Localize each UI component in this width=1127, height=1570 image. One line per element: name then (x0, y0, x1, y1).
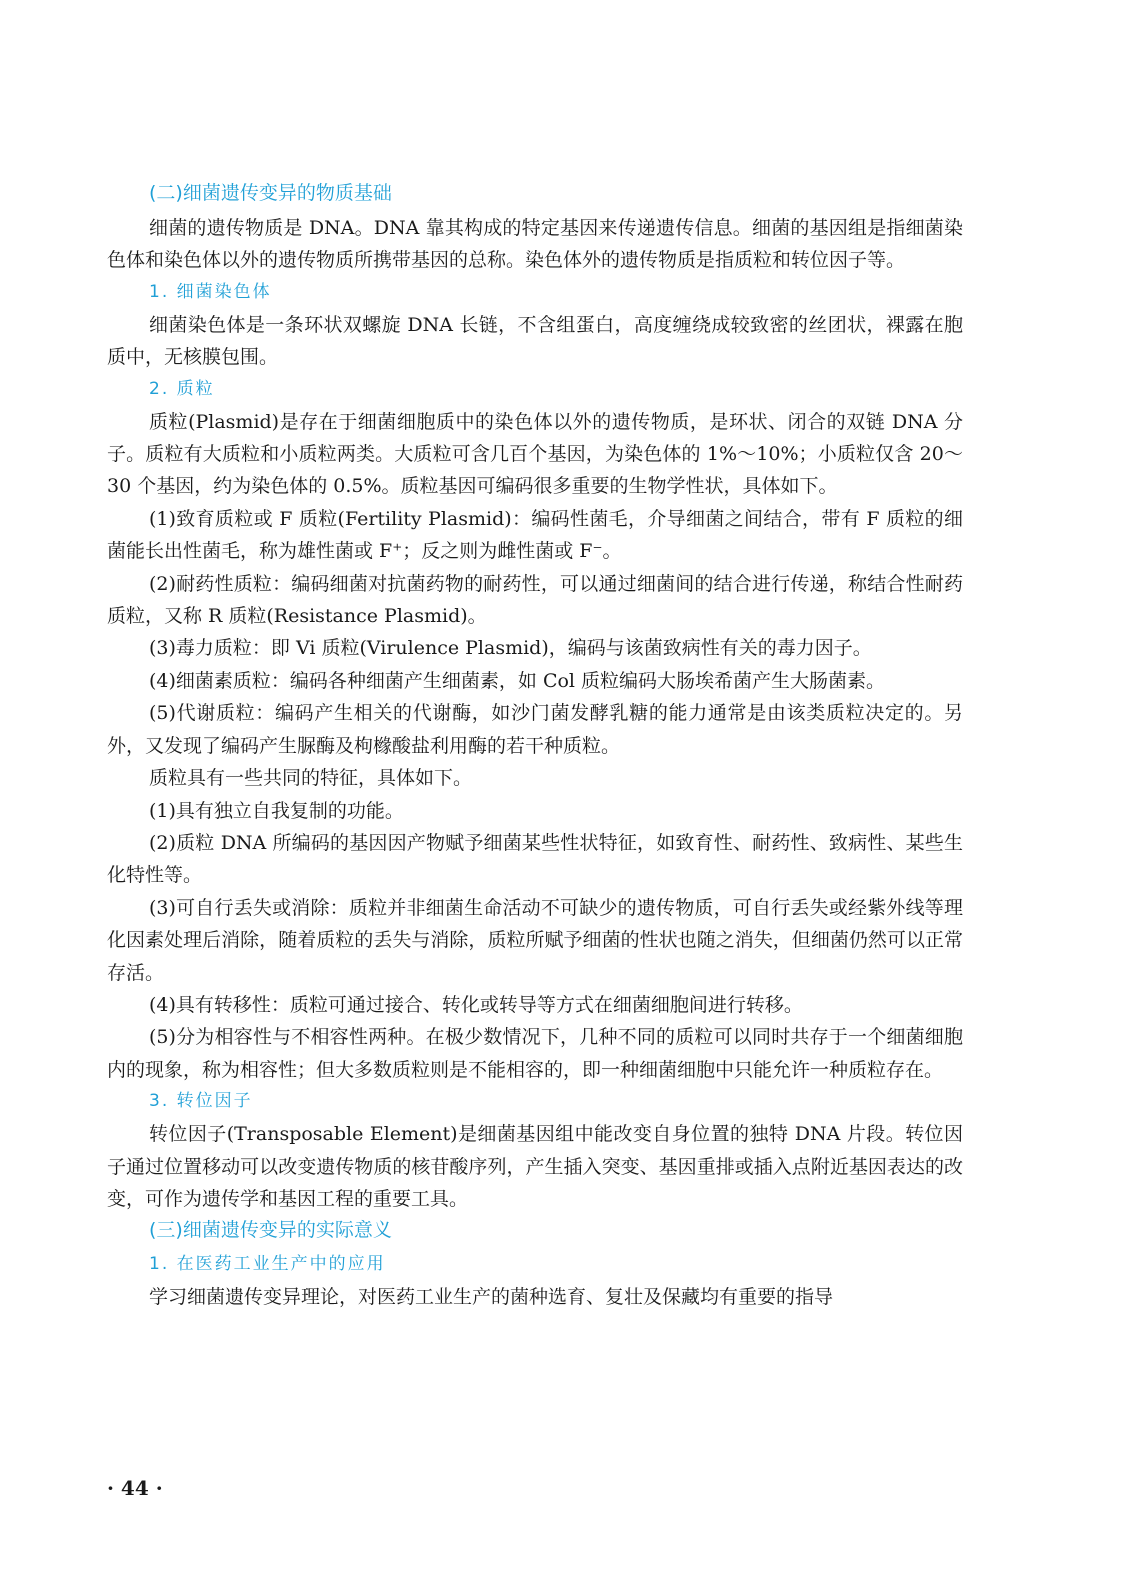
subsection-heading: 1. 在医药工业生产中的应用 (149, 1254, 386, 1275)
paragraph: (1)具有独立自我复制的功能。 (149, 799, 404, 822)
subsection-heading: 2. 质粒 (149, 378, 215, 399)
paragraph: (3)可自行丢失或消除：质粒并非细菌生命活动不可缺少的遗传物质，可自行丢失或经紫外线等理化因素处理后消除，随着质粒的丢失与消除，质粒所赋予细菌的性状也随之消失，但细菌仍然可以正常存活。 (107, 896, 963, 984)
paragraph: (5)代谢质粒：编码产生相关的代谢酶，如沙门菌发酵乳糖的能力通常是由该类质粒决定的。另外，又发现了编码产生脲酶及枸橼酸盐利用酶的若干种质粒。 (107, 702, 963, 757)
paragraph: (1)致育质粒或 F 质粒(Fertility Plasmid)：编码性菌毛，介导细菌之间结合，带有 F 质粒的细菌能长出性菌毛，称为雄性菌或 F⁺；反之则为雌性菌或 F⁻。 (107, 507, 963, 563)
section-heading: (三)细菌遗传变异的实际意义 (149, 1219, 392, 1242)
paragraph: 细菌染色体是一条环状双螺旋 DNA 长链，不含组蛋白，高度缠绕成较致密的丝团状，裸露在胞质中，无核膜包围。 (107, 313, 963, 369)
paragraph: 学习细菌遗传变异理论，对医药工业生产的菌种选育、复壮及保藏均有重要的指导 (149, 1286, 834, 1309)
paragraph: (2)质粒 DNA 所编码的基因因产物赋予细菌某些性状特征，如致育性、耐药性、致病性、某些生化特性等。 (107, 831, 963, 887)
page-body (107, 178, 963, 1314)
paragraph: 质粒具有一些共同的特征，具体如下。 (149, 767, 473, 790)
paragraph: 质粒(Plasmid)是存在于细菌细胞质中的染色体以外的遗传物质，是环状、闭合的双链 DNA 分子。质粒有大质粒和小质粒两类。大质粒可含几百个基因，为染色体的 1%～10%；小质粒仅含 20～30 个基因，约为染色体的 0.5%。质粒基因可编码很多重要的生物学性状，具体如下。 (107, 410, 963, 498)
paragraph: (5)分为相容性与不相容性两种。在极少数情况下，几种不同的质粒可以同时共存于一个细菌细胞内的现象，称为相容性；但大多数质粒则是不能相容的，即一种细菌细胞中只能允许一种质粒存在。 (107, 1026, 963, 1081)
paragraph: (3)毒力质粒：即 Vi 质粒(Virulence Plasmid)，编码与该菌致病性有关的毒力因子。 (149, 637, 872, 660)
paragraph: 细菌的遗传物质是 DNA。DNA 靠其构成的特定基因来传递遗传信息。细菌的基因组是指细菌染色体和染色体以外的遗传物质所携带基因的总称。染色体外的遗传物质是指质粒和转位因子等。 (107, 217, 963, 272)
paragraph: (4)细菌素质粒：编码各种细菌产生细菌素，如 Col 质粒编码大肠埃希菌产生大肠菌素。 (149, 669, 886, 692)
paragraph: 转位因子(Transposable Element)是细菌基因组中能改变自身位置的独特 DNA 片段。转位因子通过位置移动可以改变遗传物质的核苷酸序列，产生插入突变、基因重排或插入点附近基因表达的改变，可作为遗传学和基因工程的重要工具。 (107, 1123, 963, 1210)
page-number: · 44 · (107, 1476, 163, 1500)
subsection-heading: 1. 细菌染色体 (149, 281, 272, 302)
subsection-heading: 3. 转位因子 (149, 1091, 253, 1112)
paragraph: (4)具有转移性：质粒可通过接合、转化或转导等方式在细菌细胞间进行转移。 (149, 993, 803, 1016)
paragraph: (2)耐药性质粒：编码细菌对抗菌药物的耐药性，可以通过细菌间的结合进行传递，称结合性耐药质粒，又称 R 质粒(Resistance Plasmid)。 (107, 572, 963, 628)
section-heading: (二)细菌遗传变异的物质基础 (149, 182, 392, 204)
